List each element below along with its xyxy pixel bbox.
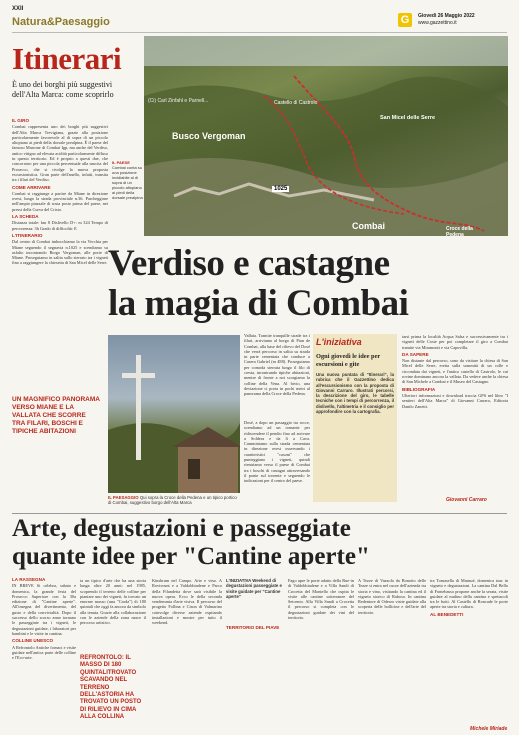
initiative-title: Ogni giovedì le idee per escursioni e gite	[316, 353, 381, 368]
kicker: Itinerari	[12, 41, 122, 76]
map-label-elev: 1025	[274, 186, 288, 192]
route-text: Dal centro di Combai imbocchiamo la via Vecchia per Miane seguendo il segnavia n.1025 e scendiamo su asfalto incontrando Borgo Vergoman, alle porte di Miane. Proseguiamo in salita sullo sterrato tra i vigneti fino a raggiungere la chiesetta di San Micel delle Serre.	[12, 239, 108, 266]
section-label: Natura&Paesaggio	[12, 16, 110, 28]
initiative-text: Una nuova puntata di "Itinerari", la rubrica che il Gazzettino dedica all'escursionismo con la proposta di Giovanni Carraro. Illustrati percorsi, la descrizione del giro, le tabelle tecniche con i tempi di percorrenza, il dislivello, l'altimetria e il consiglio per approfondire con la cartografia.	[316, 372, 394, 415]
page-number: XXII	[12, 6, 24, 12]
right-col-text: tarsi prima la località Acqua Salsa e successivamente tra i vigneti delle Coste per poi completare il giro a Combai tramite via Miramonti e via Capovilla.	[402, 334, 508, 350]
initiative-heading: L'iniziativa	[316, 337, 362, 347]
map-caption-text: Combai conta su una posizione invidiabile al di sopra di un piccolo altopiano ai piedi della dorsale prealpina	[112, 165, 143, 200]
map-photo	[144, 36, 508, 236]
cross-photo	[108, 335, 240, 493]
right-column	[402, 334, 508, 496]
bottom-author: Michele Miriade	[470, 726, 508, 732]
biblio-heading: BIBLIOGRAFIA	[402, 386, 436, 392]
bottom-col-5-text: A Tezze di Vazzola da Bonotto delle Tezze si entra nel cuore dell'azienda tra storia e vino, visitando la cantina ed il vigneto storico di Raboso. In cantina Redentore di Oderzo visite guidate alla scoperta delle bollicine e dell'arte del territorio.	[358, 578, 426, 615]
article-col-2	[244, 420, 310, 504]
knowhow-heading: DA SAPERE	[402, 351, 429, 357]
tour-text: Combai rappresenta uno dei borghi più suggestivi dell'Alta Marca Trevigiana, grazie alla posizione particolarmente favorevole al di sopra di un piccolo altopiano ai piedi della dorsale prealpina. È il paese del famoso Marrone di Combai Igp, ma anche del Verdiso, antico vitigno ad elevata acidità particolarmente diffuso in questo territorio. Ed è proprio a questi due, che concorrono per una piccola percentuale alla nascita del Prosecco, che si rivolge la nuova proposta escursionistica. Gran parte dell'anello, infatti, transita tra i filari del Verdiso.	[12, 124, 108, 183]
photo-credit: (Ci) Carl Zinfahl e Parnell...	[148, 98, 209, 104]
how-heading: COME ARRIVARE	[12, 184, 51, 190]
bottom-col-1b-text: A Refrontolo Antiche fornaci e visite guidate nell'antica parte delle colline e l'Eco-arte.	[12, 644, 76, 661]
tour-heading: IL GIRO	[12, 118, 30, 123]
article-col-1-text: Vallata. Tramite tranquille strade tra i filari, arriviamo al borgo di Pian de Combai, alla base del rilievo del Dosé che verrà percorso in salita su strada in parte cementata che conduce a Casera Gabriel (m 488). Proseguiamo per comoda sterrata lungo il filo di cresta, incontrando tipiche abitazioni, mentre di fronte a noi scorgiamo la colline della Vena. Al bivio, una deviazione ci porta in pochi metri al panorama della Croce della Pedena.	[244, 333, 310, 397]
bottom-box-text: L'INIZIATIVA Weekend di degustazioni passeggiate e visite guidate per "Cantine aperte"	[226, 578, 282, 599]
bottom-col-6	[430, 578, 508, 726]
bottom-col-2-text: ta un tipico d'arte che ha una storia lunga oltre 20 anni: nel 1985, scoprendo il terreno delle colline per piantare uno dei vigneti, fu trovato un enorme masso (una "Croda") di 180 quintali che oggi fa ancora da simbolo alla tenuta. Grazie alla collaborazione con le aziende della zona nasce il percorso artistico.	[80, 578, 146, 626]
bottom-col-1-text: IN BREVE Si celebra, sabato e domenica, la grande festa del Prosecco Superiore con la 30a edizione di "Cantine aperte". All'insegna del divertimento, del gusto e della convivialità. Dopo il successo dello scorso anno tornano le passeggiate tra i vigneti, le degustazioni guidate, i laboratori per bambini e le visite in cantina.	[12, 583, 76, 636]
bottom-col-6-heading: AL BENEDETTI	[430, 611, 464, 617]
map-label-san-micel: San Micel delle Serre	[380, 115, 436, 121]
intro: È uno dei borghi più suggestivi dell'Alta Marca: come scoprirlo	[12, 80, 114, 99]
left-column	[12, 116, 108, 328]
pull-quote: UN MAGNIFICO PANORAMA VERSO MIANE E LA VALLATA CHE SCORRE TRA FILARI, BOSCHI E TIPICHE ABITAZIONI	[12, 396, 100, 435]
bottom-col-2	[80, 578, 146, 648]
bottom-col-4	[288, 578, 354, 733]
photo-caption-text: Qui sopra la Croce della Pedena e un tipico portico di Combai, suggestivo borgo dell'Alta Marca	[108, 495, 237, 506]
bottom-col-5	[358, 578, 426, 733]
route-heading: L'ITINERARIO	[12, 232, 43, 238]
article-title-1: Verdiso e castagne	[108, 243, 390, 284]
article-col-2-text: Dosé, a dopo un passaggio tra rocce, scendiamo ad un tornante per ridiscendere il pendio fino ad arrivare a Soldera e da lì a Cava. Camminiamo sulla strada cementata in direzione ovest osservando i caratteristici "casoni" che punteggiano i vigneti, quindi rientriamo verso il paese di Combai tra i boschi di castagni attraversando il ponte sul torrente e seguendo le indicazioni per il centro del paese.	[244, 420, 310, 484]
bottom-col-6-text: tra Tomasella di Mansué, domenica tour in vigneto e degustazioni. La cantina Dal Bello di Fontebasso propone anche la serata, visite guidate al mulino della cantina e spettacoli tra le botti. Al Castello di Roncade le porte aperte tra storia e cultura.	[430, 578, 508, 610]
bottom-title-1: Arte, degustazioni e passeggiate	[12, 515, 351, 542]
bottom-col-3-text: Kinsbrum nel Campo. Arte e vino. A Rovisvunt e a Valdobbiadene e Parco della Filandetta dove sarà visibile la nuova opera. Ecco le della seconda vendemmia d'arte visiva. Il percorso del progetto Follina e Cison di Valmarino coinvolge diverse aziende ospitando installazioni e mostre per tutto il weekend.	[152, 578, 222, 626]
photo-caption	[108, 495, 240, 505]
biblio-text: Ulteriori informazioni e download traccia GPS nel libro "I sentieri dell'Alta Marca" di Giovanni Carraro, Editoria Danilo Zanetti.	[402, 392, 508, 409]
map-label-croce: Croce della Pedena	[446, 226, 473, 236]
bottom-col-4-text: Fago apre le porte adatto della Rue-in di Valdobbiadene e a Villa Sandi di Crocetta del Montello che ospita le visite alle cantine sotterranee del Seicento. Alla Villa Sandi a Crocetta il percorso si completa con le degustazioni guidate dei vini del territorio.	[288, 578, 354, 621]
bottom-rule	[12, 513, 507, 514]
bottom-col-1	[12, 575, 76, 732]
bottom-box	[226, 578, 282, 732]
cross-photo-svg	[108, 335, 240, 493]
header-site: www.gazzettino.it	[418, 20, 457, 26]
bottom-col-1-heading: LA RASSEGNA	[12, 577, 46, 582]
bottom-col-1b-heading: COLLINE UNESCO	[12, 638, 54, 644]
header-rule	[12, 32, 507, 33]
photo-caption-lead: IL PAESAGGIO	[108, 495, 139, 500]
bottom-box-heading: TERRITORIO DEL PIAVE	[226, 625, 280, 631]
bottom-pull-quote: REFRONTOLO: IL MASSO DI 180 QUINTALITROVATO SCAVANDO NEL TERRENO DELL'ASTORIA HA TROVATO UN POSTO DI RILIEVO IN CIMA ALLA COLLINA	[80, 655, 142, 721]
sheet-text: Distanza totale: km 8 Dislivello D+: m 324 Tempo di percorrenza: 3h Grado di difficoltà: E	[12, 220, 108, 231]
map-label-combai: Combai	[352, 221, 386, 231]
map-caption-lead: IL PAESE	[112, 160, 130, 165]
sheet-heading: LA SCHEDA	[12, 214, 39, 220]
map-label-busco: Busco Vergoman	[172, 131, 246, 141]
article-title-2: la magia di Combai	[108, 283, 409, 324]
map-caption	[112, 160, 144, 200]
initiative-box	[313, 334, 397, 502]
how-text: Combai si raggiunge a partire da Miane in direzione ovest, lungo la strada provinciale n.36. Parcheggiare nell'ampio piazzale di sosta posto prima del paese, nei pressi della Curva del Cristo.	[12, 190, 108, 212]
bottom-col-3	[152, 578, 222, 733]
bottom-title-2: quante idee per "Cantine aperte"	[12, 543, 370, 570]
article-author: Giovanni Carraro	[446, 497, 487, 503]
map-label-castle: Castello di Castrolo	[274, 100, 318, 106]
logo-letter: G	[400, 14, 410, 26]
header-date: Giovedì 26 Maggio 2022	[418, 13, 475, 19]
knowhow-text: Non distante dal percorso, sono da visitare la chiesa di San Micel delle Serre, eretta sulla sommità di un colle e circondata dai vigneti, e l'antico castello di Castrolo, le cui rovine dominano ancora la vallata. Da vedere anche la chiesa di San Michele a Combai e il Museo del Castagno.	[402, 358, 508, 385]
logo	[398, 13, 412, 27]
